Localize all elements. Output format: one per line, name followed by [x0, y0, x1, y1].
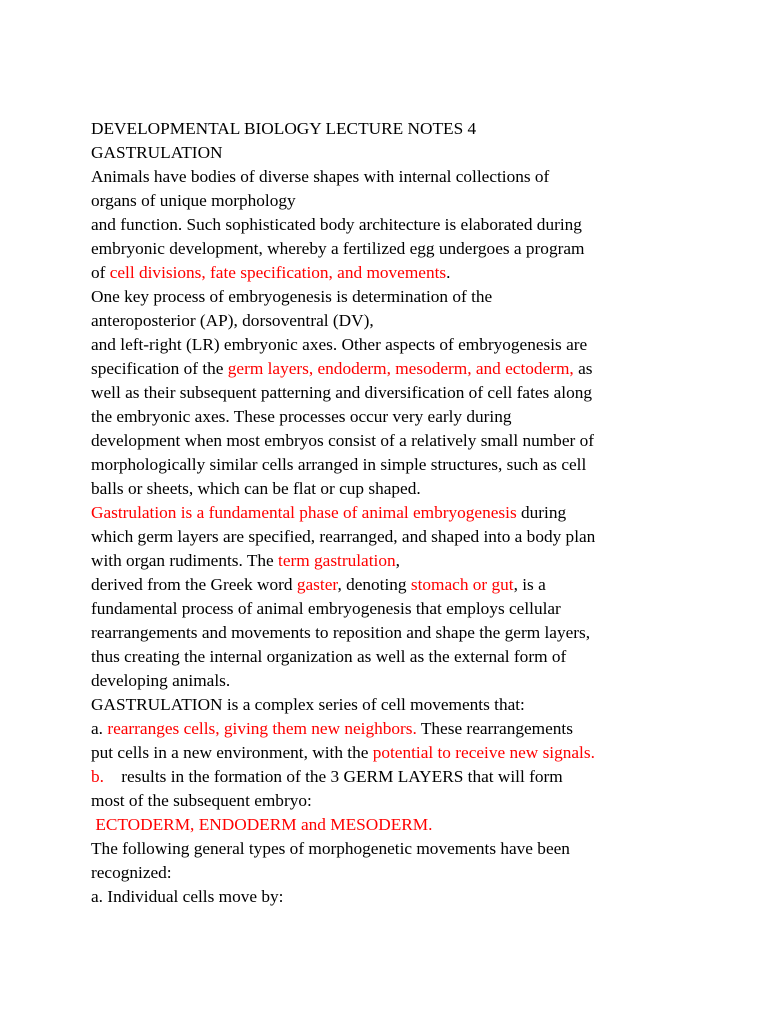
- text-line: [91, 309, 671, 333]
- text-line: [91, 333, 671, 357]
- highlighted-text: stomach or gut: [410, 575, 514, 594]
- text-segment: a.: [91, 719, 108, 738]
- text-line: [91, 621, 671, 645]
- text-line: [91, 237, 671, 261]
- text-segment: embryonic development, whereby a fertilized egg undergoes a program: [91, 239, 585, 258]
- text-line: [91, 453, 671, 477]
- highlighted-text: term gastrulation: [278, 551, 396, 570]
- text-line: [91, 861, 671, 885]
- highlighted-text: rearranges cells, giving them new neighbors.: [107, 719, 417, 738]
- text-segment: DEVELOPMENTAL BIOLOGY LECTURE NOTES 4: [91, 119, 477, 138]
- text-segment: Animals have bodies of diverse shapes with internal collections of: [91, 167, 550, 186]
- text-segment: developing animals.: [91, 671, 231, 690]
- text-segment: GASTRULATION is a complex series of cell movements that:: [91, 695, 525, 714]
- text-segment: , is a: [513, 575, 546, 594]
- text-segment: the embryonic axes. These processes occur very early during: [91, 407, 512, 426]
- text-segment: results in the formation of the 3 GERM LAYERS that will form: [103, 767, 563, 786]
- text-segment: a. Individual cells move by:: [91, 887, 284, 906]
- text-line: [91, 693, 671, 717]
- document-subtitle: [91, 141, 671, 165]
- text-segment: GASTRULATION: [91, 143, 223, 162]
- text-segment: derived from the Greek word: [91, 575, 297, 594]
- text-line: [91, 477, 671, 501]
- text-line: [91, 813, 671, 837]
- document-title: [91, 117, 671, 141]
- text-line: [91, 645, 671, 669]
- document-page: [91, 117, 671, 909]
- highlighted-text: potential to receive new signals.: [372, 743, 595, 762]
- text-line: [91, 189, 671, 213]
- text-segment: and left-right (LR) embryonic axes. Other aspects of embryogenesis are: [91, 335, 588, 354]
- text-line: [91, 669, 671, 693]
- highlighted-text: Gastrulation is a fundamental phase of animal embryogenesis: [91, 503, 517, 522]
- text-segment: during: [516, 503, 567, 522]
- highlighted-text: cell divisions, fate specification, and movements: [109, 263, 447, 282]
- text-line: [91, 429, 671, 453]
- highlighted-text: b.: [91, 767, 104, 786]
- text-segment: ,: [395, 551, 400, 570]
- highlighted-text: gaster: [296, 575, 338, 594]
- text-line: [91, 549, 671, 573]
- text-line: [91, 165, 671, 189]
- text-line: [91, 765, 671, 789]
- text-segment: put cells in a new environment, with the: [91, 743, 373, 762]
- text-line: [91, 741, 671, 765]
- text-segment: These rearrangements: [416, 719, 573, 738]
- text-line: [91, 837, 671, 861]
- text-line: [91, 885, 671, 909]
- text-line: [91, 213, 671, 237]
- text-segment: of: [91, 263, 110, 282]
- text-line: [91, 573, 671, 597]
- text-segment: most of the subsequent embryo:: [91, 791, 312, 810]
- text-segment: rearrangements and movements to reposition and shape the germ layers,: [91, 623, 591, 642]
- text-line: [91, 261, 671, 285]
- text-segment: as: [573, 359, 593, 378]
- text-segment: morphologically similar cells arranged in simple structures, such as cell: [91, 455, 587, 474]
- highlighted-text: ECTODERM, ENDODERM and MESODERM.: [91, 815, 433, 834]
- text-line: [91, 405, 671, 429]
- text-line: [91, 357, 671, 381]
- text-segment: well as their subsequent patterning and diversification of cell fates along: [91, 383, 592, 402]
- text-segment: thus creating the internal organization as well as the external form of: [91, 647, 567, 666]
- text-line: [91, 717, 671, 741]
- text-segment: organs of unique morphology: [91, 191, 296, 210]
- text-line: [91, 789, 671, 813]
- text-segment: balls or sheets, which can be flat or cup shaped.: [91, 479, 421, 498]
- text-segment: recognized:: [91, 863, 172, 882]
- text-segment: One key process of embryogenesis is determination of the: [91, 287, 493, 306]
- text-segment: and function. Such sophisticated body architecture is elaborated during: [91, 215, 582, 234]
- text-segment: development when most embryos consist of a relatively small number of: [91, 431, 594, 450]
- highlighted-text: germ layers, endoderm, mesoderm, and ectoderm,: [227, 359, 574, 378]
- text-line: [91, 501, 671, 525]
- text-segment: anteroposterior (AP), dorsoventral (DV),: [91, 311, 374, 330]
- text-segment: with organ rudiments. The: [91, 551, 279, 570]
- text-segment: .: [446, 263, 451, 282]
- text-segment: specification of the: [91, 359, 228, 378]
- text-segment: which germ layers are specified, rearranged, and shaped into a body plan: [91, 527, 596, 546]
- text-segment: The following general types of morphogenetic movements have been: [91, 839, 570, 858]
- text-segment: , denoting: [337, 575, 411, 594]
- text-segment: fundamental process of animal embryogenesis that employs cellular: [91, 599, 561, 618]
- text-line: [91, 597, 671, 621]
- text-line: [91, 525, 671, 549]
- text-line: [91, 285, 671, 309]
- text-line: [91, 381, 671, 405]
